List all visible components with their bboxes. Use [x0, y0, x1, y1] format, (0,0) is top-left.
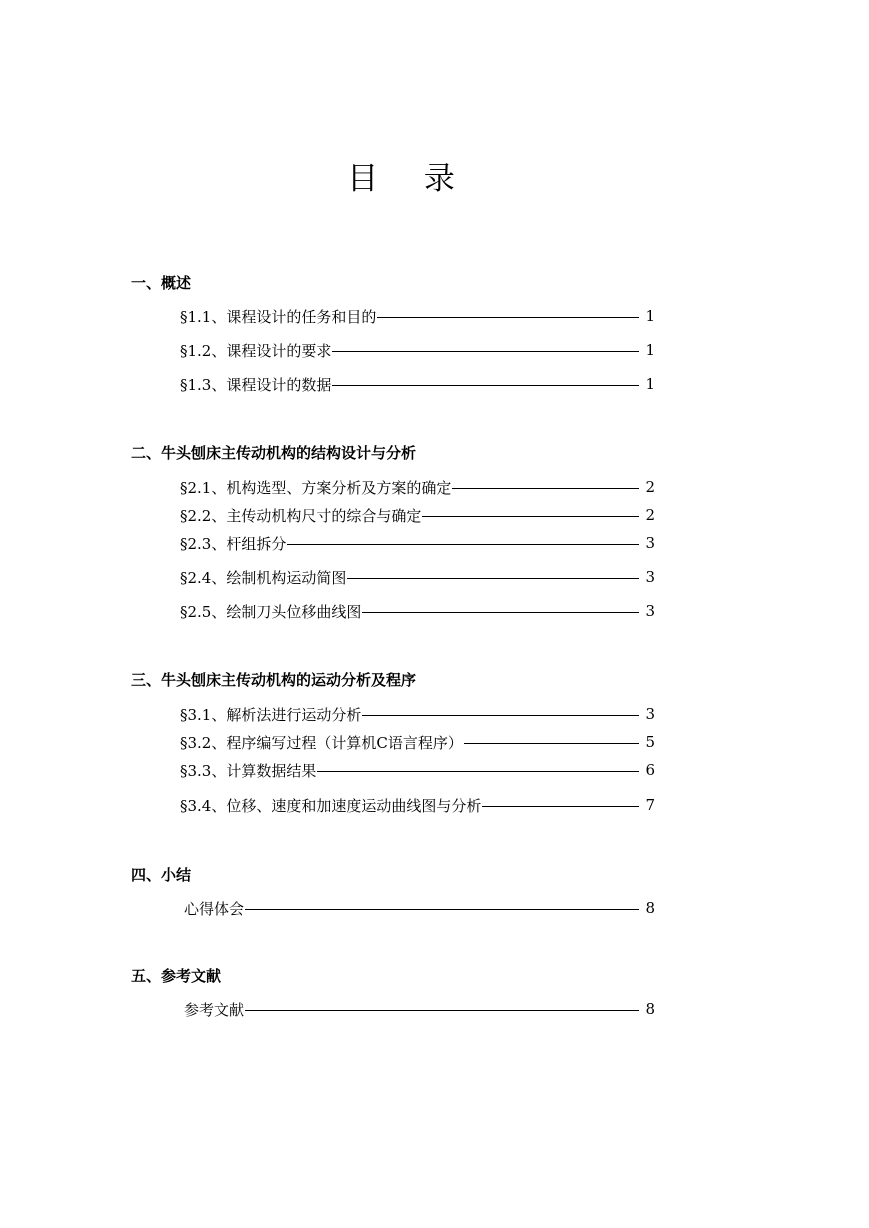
toc-entry-text: §1.3、课程设计的数据 [180, 375, 332, 394]
leader-line [362, 715, 639, 716]
leader-line [287, 544, 639, 545]
toc-entry-2-4[interactable] [180, 566, 655, 588]
toc-entry-text: §3.4、位移、速度和加速度运动曲线图与分析 [180, 796, 482, 815]
toc-entry-text: §3.2、程序编写过程（计算机C语言程序） [180, 733, 463, 752]
toc-entry-3-3[interactable] [180, 759, 655, 781]
section-heading-5: 五、参考文献 [131, 967, 222, 985]
toc-entry-page: 1 [645, 341, 655, 359]
section-heading-3: 三、牛头刨床主传动机构的运动分析及程序 [131, 671, 417, 689]
toc-entry-page: 3 [645, 602, 655, 620]
toc-entry-page: 3 [645, 534, 655, 552]
toc-entry-text: §3.3、计算数据结果 [180, 761, 317, 780]
leader-line [332, 351, 639, 352]
toc-entry-page: 1 [645, 375, 655, 393]
toc-entry-1-1[interactable] [180, 305, 655, 327]
toc-entry-page: 1 [645, 307, 655, 325]
toc-entry-3-2[interactable] [180, 731, 655, 753]
leader-line [362, 612, 639, 613]
toc-entry-2-2[interactable] [180, 504, 655, 526]
leader-line [245, 1010, 639, 1011]
toc-entry-text: §2.5、绘制刀头位移曲线图 [180, 602, 362, 621]
toc-entry-3-4[interactable] [180, 794, 655, 816]
toc-entry-text: §1.1、课程设计的任务和目的 [180, 307, 377, 326]
toc-entry-2-5[interactable] [180, 600, 655, 622]
leader-line [464, 743, 639, 744]
toc-entry-text: §2.4、绘制机构运动简图 [180, 568, 347, 587]
leader-line [245, 909, 639, 910]
toc-entry-2-1[interactable] [180, 476, 655, 498]
leader-line [347, 578, 639, 579]
toc-entry-page: 8 [645, 899, 655, 917]
toc-entry-page: 3 [645, 568, 655, 586]
toc-entry-page: 2 [645, 478, 655, 496]
toc-entry-2-3[interactable] [180, 532, 655, 554]
leader-line [482, 806, 639, 807]
toc-entry-page: 5 [645, 733, 655, 751]
section-heading-4: 四、小结 [131, 866, 192, 884]
toc-entry-page: 7 [645, 796, 655, 814]
leader-line [332, 385, 639, 386]
leader-line [422, 516, 639, 517]
toc-entry-1-2[interactable] [180, 339, 655, 361]
toc-entry-text: 心得体会 [184, 899, 245, 918]
toc-entry-text: §1.2、课程设计的要求 [180, 341, 332, 360]
toc-entry-page: 2 [645, 506, 655, 524]
toc-entry-3-1[interactable] [180, 703, 655, 725]
toc-entry-text: §2.1、机构选型、方案分析及方案的确定 [180, 478, 452, 497]
toc-entry-4-1[interactable] [184, 897, 655, 919]
toc-entry-text: §3.1、解析法进行运动分析 [180, 705, 362, 724]
toc-entry-1-3[interactable] [180, 373, 655, 395]
leader-line [317, 771, 639, 772]
section-heading-2: 二、牛头刨床主传动机构的结构设计与分析 [131, 444, 417, 462]
toc-entry-text: 参考文献 [184, 1000, 245, 1019]
toc-entry-page: 6 [645, 761, 655, 779]
toc-entry-page: 8 [645, 1000, 655, 1018]
leader-line [452, 488, 639, 489]
toc-entry-5-1[interactable] [184, 998, 655, 1020]
leader-line [377, 317, 639, 318]
toc-entry-text: §2.2、主传动机构尺寸的综合与确定 [180, 506, 422, 525]
section-heading-1: 一、概述 [131, 274, 192, 292]
toc-entry-text: §2.3、杆组拆分 [180, 534, 287, 553]
toc-title: 目 录 [347, 161, 473, 197]
toc-entry-page: 3 [645, 705, 655, 723]
